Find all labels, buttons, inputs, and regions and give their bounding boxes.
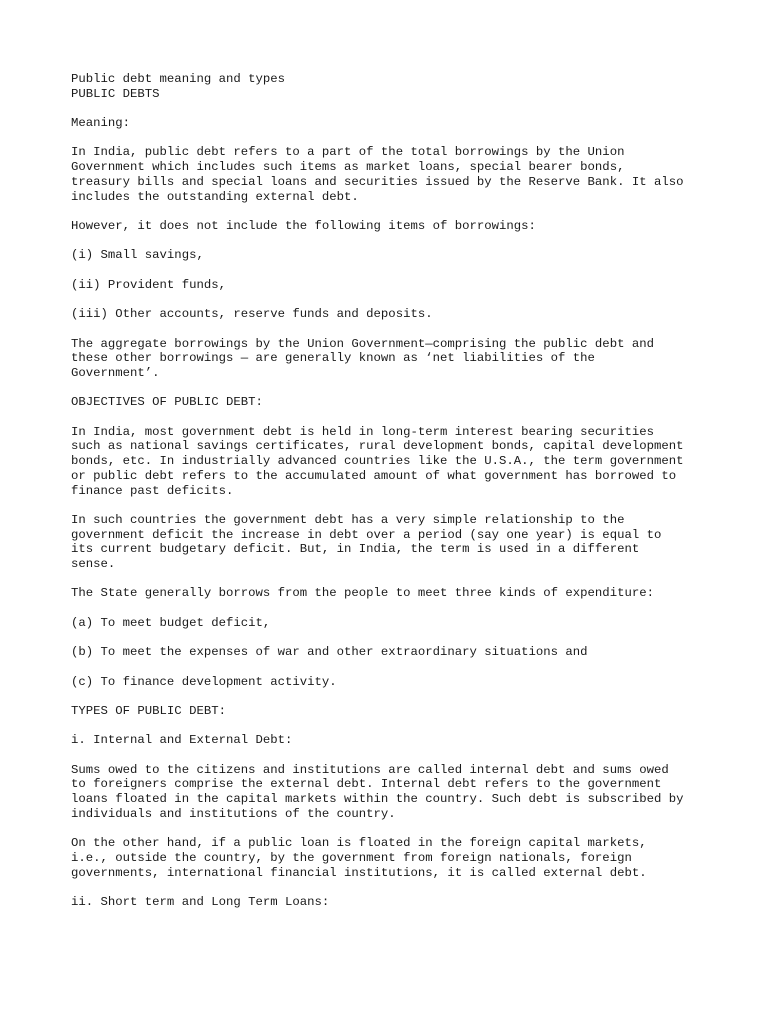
text-line: governments, international financial institutions, it is called external debt.: [71, 865, 647, 880]
text-line: such as national savings certificates, rural development bonds, capital development: [71, 439, 684, 454]
text-line: government deficit the increase in debt over a period (say one year) is equal to: [71, 527, 662, 542]
paragraph: [71, 645, 731, 660]
text-line: i. Internal and External Debt:: [71, 733, 293, 748]
paragraph: [71, 248, 731, 263]
text-line: these other borrowings — are generally known as ‘net liabilities of the: [71, 351, 595, 366]
paragraph: [71, 836, 731, 880]
text-line: TYPES OF PUBLIC DEBT:: [71, 704, 226, 718]
text-line: to foreigners comprise the external debt. Internal debt refers to the government: [71, 777, 662, 792]
paragraph: [71, 586, 731, 601]
document-header: [71, 72, 731, 101]
text-line: loans floated in the capital markets within the country. Such debt is subscribed by: [71, 792, 684, 807]
text-line: The aggregate borrowings by the Union Government—comprising the public debt and: [71, 336, 654, 351]
text-line: (i) Small savings,: [71, 248, 204, 263]
text-line: (ii) Provident funds,: [71, 277, 226, 292]
text-line: (a) To meet budget deficit,: [71, 615, 271, 630]
paragraph: [71, 116, 731, 131]
paragraph: [71, 513, 731, 572]
paragraph: [71, 425, 731, 499]
text-line: In India, public debt refers to a part of the total borrowings by the Union: [71, 145, 625, 160]
paragraph: [71, 675, 731, 690]
text-line: (b) To meet the expenses of war and other extraordinary situations and: [71, 645, 588, 660]
paragraph: [71, 895, 731, 910]
text-line: In such countries the government debt has a very simple relationship to the: [71, 512, 625, 527]
document-title: Public debt meaning and types: [71, 72, 286, 86]
text-line: (c) To finance development activity.: [71, 674, 337, 689]
text-line: i.e., outside the country, by the government from foreign nationals, foreign: [71, 850, 632, 865]
document-body: [71, 116, 731, 910]
paragraph: [71, 704, 731, 719]
text-line: Government which includes such items as market loans, special bearer bonds,: [71, 160, 625, 175]
paragraph: [71, 219, 731, 234]
text-line: sense.: [71, 557, 116, 572]
document-heading: PUBLIC DEBTS: [71, 86, 160, 101]
text-line: Meaning:: [71, 116, 131, 131]
text-line: individuals and institutions of the country.: [71, 806, 396, 821]
text-line: treasury bills and special loans and securities issued by the Reserve Bank. It also: [71, 174, 684, 189]
text-line: includes the outstanding external debt.: [71, 189, 359, 204]
text-line: Government’.: [71, 365, 160, 380]
text-line: However, it does not include the following items of borrowings:: [71, 218, 536, 233]
paragraph: [71, 307, 731, 322]
text-line: its current budgetary deficit. But, in India, the term is used in a different: [71, 542, 640, 557]
text-line: (iii) Other accounts, reserve funds and deposits.: [71, 307, 433, 322]
paragraph: [71, 733, 731, 748]
paragraph: [71, 763, 731, 822]
paragraph: [71, 337, 731, 381]
text-line: OBJECTIVES OF PUBLIC DEBT:: [71, 395, 263, 410]
paragraph: [71, 616, 731, 631]
text-line: On the other hand, if a public loan is floated in the foreign capital markets,: [71, 836, 647, 851]
text-line: The State generally borrows from the people to meet three kinds of expenditure:: [71, 586, 654, 601]
text-line: bonds, etc. In industrially advanced countries like the U.S.A., the term government: [71, 454, 684, 469]
text-line: Sums owed to the citizens and institutions are called internal debt and sums owed: [71, 762, 669, 777]
text-line: finance past deficits.: [71, 483, 234, 498]
text-line: or public debt refers to the accumulated amount of what government has borrowed to: [71, 468, 677, 483]
paragraph: [71, 145, 731, 204]
paragraph: [71, 278, 731, 293]
text-line: In India, most government debt is held in long-term interest bearing securities: [71, 424, 654, 439]
paragraph: [71, 395, 731, 410]
text-line: ii. Short term and Long Term Loans:: [71, 895, 330, 910]
document-page: [71, 72, 731, 924]
